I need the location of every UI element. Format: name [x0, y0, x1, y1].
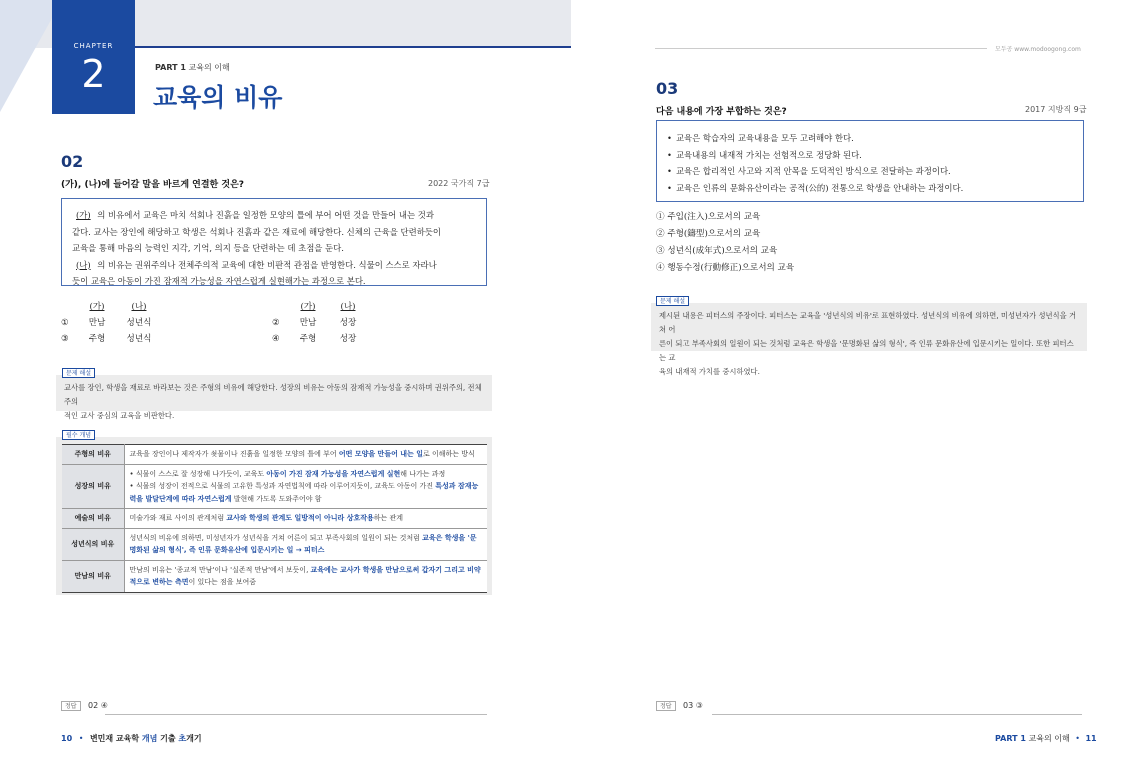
part-label-bold: PART 1 — [155, 63, 186, 72]
answer-tag: 정답 — [656, 701, 676, 711]
option-num: ③ — [61, 334, 69, 344]
passage-line — [72, 207, 476, 224]
concept-text: 발현해 가도록 도와주어야 함 — [231, 494, 322, 503]
concept-row — [62, 464, 487, 509]
footer-book-blue: 초 — [178, 734, 187, 743]
concept-line — [130, 532, 483, 545]
solution-tag: 문제 해설 — [62, 368, 95, 378]
option-num: ② — [272, 318, 280, 328]
answer-value: 02 ④ — [88, 701, 108, 710]
concept-row — [62, 560, 487, 592]
question-passage — [61, 198, 487, 286]
page-number: 11 — [1085, 734, 1097, 743]
option-a: 주형 — [299, 334, 317, 344]
option-num: ① — [61, 318, 69, 328]
concept-desc — [124, 560, 487, 592]
passage-blank: (가) — [76, 210, 91, 220]
header-rule — [135, 46, 571, 48]
concept-key: 만남의 비유 — [62, 560, 124, 592]
concept-text: 해 나가는 과정 — [400, 469, 446, 478]
option-b: 성년식 — [126, 334, 152, 344]
concept-text: 로 이해하는 방식 — [423, 450, 475, 458]
chapter-label: CHAPTER — [73, 42, 114, 50]
concept-text: 만남의 비유는 '종교적 만남'이나 '실존적 만남'에서 보듯이, — [129, 565, 311, 574]
concept-text: • 식물의 성장이 전적으로 식물의 고유한 특성과 자연법칙에 따라 이루어지듯이, 교육도 아동이 가진 — [129, 482, 436, 490]
right-header-rule — [655, 48, 987, 49]
option-4[interactable] — [272, 331, 366, 347]
chapter-number: 2 — [81, 52, 106, 96]
concept-highlight: 적으로 변하는 측면 — [129, 578, 189, 586]
passage-line: 같다. 교사는 장인에 해당하고 학생은 석회나 진흙과 같은 재료에 해당한다. 신체의 근육을 단련하듯이 — [72, 226, 441, 237]
part-label-text: 교육의 이해 — [188, 63, 230, 72]
solution-tag: 문제 해설 — [656, 296, 689, 306]
concept-highlight: 교사와 학생의 관계도 일방적이 아니라 상호작용 — [226, 514, 374, 522]
concept-text: 하는 관계 — [373, 514, 404, 522]
passage-line — [72, 257, 476, 274]
passage-text: 의 비유는 권위주의나 전체주의적 교육에 대한 비판적 관점을 반영한다. 식물이 스스로 자라나 — [97, 259, 437, 270]
passage-text: 의 비유에서 교육은 마치 석회나 진흙을 일정한 모양의 틀에 부어 어떤 것을 만들어 내는 것과 — [97, 210, 434, 220]
page-number: 10 — [61, 734, 73, 743]
part-label — [155, 62, 230, 73]
concept-text: 교육을 장인이나 제작자가 쇳물이나 진흙을 일정한 모양의 틀에 부어 — [129, 450, 339, 458]
concept-key: 주형의 비유 — [62, 445, 124, 465]
answer-rule — [712, 714, 1082, 715]
option-b: 성장 — [339, 334, 357, 344]
concept-row — [62, 445, 487, 465]
concept-line — [130, 576, 483, 589]
passage-line: 듯이 교육은 아동이 가진 잠재적 가능성을 자연스럽게 실현해가는 과정으로 본다. — [72, 276, 366, 286]
answer-tag: 정답 — [61, 701, 81, 711]
concept-table — [62, 444, 487, 593]
option-1[interactable] — [61, 315, 159, 331]
concept-line — [130, 564, 483, 577]
footer-dot: • — [78, 734, 84, 743]
question-text: (가), (나)에 들어갈 말을 바르게 연결한 것은? — [61, 180, 244, 190]
concept-highlight: 명화된 삶의 형식', 즉 인류 문화유산에 입문시키는 일 → 피터스 — [129, 546, 325, 554]
concept-text: 이 있다는 점을 보여줌 — [188, 578, 257, 586]
concept-highlight: 력을 발달단계에 따라 자연스럽게 — [129, 494, 232, 503]
concept-key: 성년식의 비유 — [62, 528, 124, 560]
chapter-title: 교육의 비유 — [153, 83, 283, 112]
solution-line: 제시된 내용은 피터스의 주장이다. 피터스는 교육을 '성년식의 비유'로 표현하였다. 성년식의 비유에 의하면, 미성년자가 성년식을 거쳐 어 — [659, 311, 1077, 334]
footer-part: PART 1 — [995, 734, 1026, 743]
concept-highlight: 특성과 잠재능 — [435, 482, 479, 490]
footer-book-blue: 개념 — [141, 734, 158, 743]
option-3[interactable] — [61, 331, 159, 347]
site-url: 모두공 www.modoogong.com — [995, 46, 1081, 53]
concept-text: • 식물이 스스로 잘 성장해 나가듯이, 교육도 — [129, 469, 267, 478]
concept-desc — [124, 509, 487, 529]
bullet-item: • 교육은 합리적인 사고와 지적 안목을 도덕적인 방식으로 전달하는 과정이다. — [667, 163, 1073, 180]
options-list — [656, 209, 794, 277]
option-num: ④ — [272, 334, 280, 344]
option-2[interactable]: ② 주형(鑄型)으로서의 교육 — [656, 229, 761, 239]
concept-desc — [124, 445, 487, 465]
footer-dot: • — [1075, 734, 1080, 743]
option-header-b: (나) — [340, 302, 356, 312]
option-a: 주형 — [88, 334, 106, 344]
question-number: 02 — [61, 152, 84, 171]
concept-highlight: 교육에는 교사가 학생을 만남으로써 갑자기 그리고 비약 — [310, 565, 481, 574]
option-b: 성년식 — [126, 318, 152, 328]
option-4[interactable]: ④ 행동수정(行動修正)으로서의 교육 — [656, 263, 795, 273]
solution-line: 적인 교사 중심의 교육을 비판한다. — [64, 411, 175, 420]
solution-box — [56, 375, 492, 420]
question-text: 다음 내용에 가장 부합하는 것은? — [656, 107, 787, 117]
question-number: 03 — [656, 79, 679, 98]
bullet-item: • 교육은 인류의 문화유산이라는 공적(公的) 전통으로 학생을 안내하는 과정이다. — [667, 180, 1073, 197]
concept-line — [130, 512, 483, 525]
option-2[interactable] — [272, 315, 366, 331]
option-b: 성장 — [339, 318, 357, 328]
footer-book-suffix: 개기 — [186, 734, 202, 743]
concept-tag: 필수 개념 — [62, 430, 95, 440]
solution-line: 교사를 장인, 학생을 재료로 바라보는 것은 주형의 비유에 해당한다. 성장의 비유는 아동의 잠재적 가능성을 중시하며 권위주의, 전체주의 — [64, 383, 482, 406]
passage-blank: (나) — [76, 259, 91, 270]
concept-highlight: 아동이 가진 잠재 가능성을 자연스럽게 실현 — [266, 469, 401, 478]
option-header-b: (나) — [131, 302, 147, 312]
option-1[interactable]: ① 주입(注入)으로서의 교육 — [656, 212, 761, 222]
solution-line: 른이 되고 부족사회의 일원이 되는 것처럼 교육은 학생을 '문명화된 삶의 형식', 즉 인류 문화유산에 입문시키는 일이다. 또한 피터스는 교 — [659, 339, 1074, 362]
bullet-item: • 교육은 학습자의 교육내용을 모두 고려해야 한다. — [667, 130, 1073, 147]
concept-highlight: 교육은 학생을 '문 — [422, 533, 477, 542]
answer-value: 03 ③ — [683, 701, 703, 710]
options-left — [61, 299, 159, 347]
concept-desc — [124, 528, 487, 560]
concept-desc — [124, 464, 487, 509]
left-footer — [61, 733, 202, 744]
concept-key: 예술의 비유 — [62, 509, 124, 529]
passage-line: 교육을 통해 마음의 능력인 지각, 기억, 의지 등을 단련하는 데 초점을 둔다. — [72, 243, 344, 253]
options-right — [272, 299, 366, 347]
concept-line — [130, 468, 483, 481]
concept-line — [130, 448, 483, 461]
concept-highlight: 어떤 모양을 만들어 내는 일 — [338, 450, 424, 458]
footer-part-name: 교육의 이해 — [1028, 734, 1070, 743]
right-footer — [995, 733, 1097, 744]
answer-rule — [105, 714, 487, 715]
concept-key: 성장의 비유 — [62, 464, 124, 509]
option-a: 만남 — [88, 318, 106, 328]
option-a: 만남 — [299, 318, 317, 328]
concept-text: 성년식의 비유에 의하면, 미성년자가 성년식을 거쳐 어른이 되고 부족사회의 일원이 되는 것처럼 — [129, 533, 423, 542]
option-header-a: (가) — [300, 302, 316, 312]
footer-book-mid: 기출 — [157, 734, 179, 743]
chapter-badge — [52, 0, 135, 114]
bullet-item: • 교육내용의 내재적 가치는 선험적으로 정당화 된다. — [667, 147, 1073, 164]
question-source: 2022 국가직 7급 — [428, 179, 490, 188]
concept-row — [62, 509, 487, 529]
question-bullets — [656, 120, 1084, 202]
concept-text: 미술가와 재료 사이의 관계처럼 — [129, 514, 227, 522]
option-header-a: (가) — [89, 302, 105, 312]
concept-line — [130, 544, 483, 557]
concept-line — [130, 480, 483, 493]
solution-line: 육의 내재적 가치를 중시하였다. — [659, 367, 760, 376]
concept-row — [62, 528, 487, 560]
footer-book-prefix: 변민재 교육학 — [89, 734, 142, 743]
solution-box — [651, 303, 1087, 376]
question-source: 2017 지방직 9급 — [1025, 105, 1087, 114]
option-3[interactable]: ③ 성년식(成年式)으로서의 교육 — [656, 246, 778, 256]
concept-line — [130, 493, 483, 506]
